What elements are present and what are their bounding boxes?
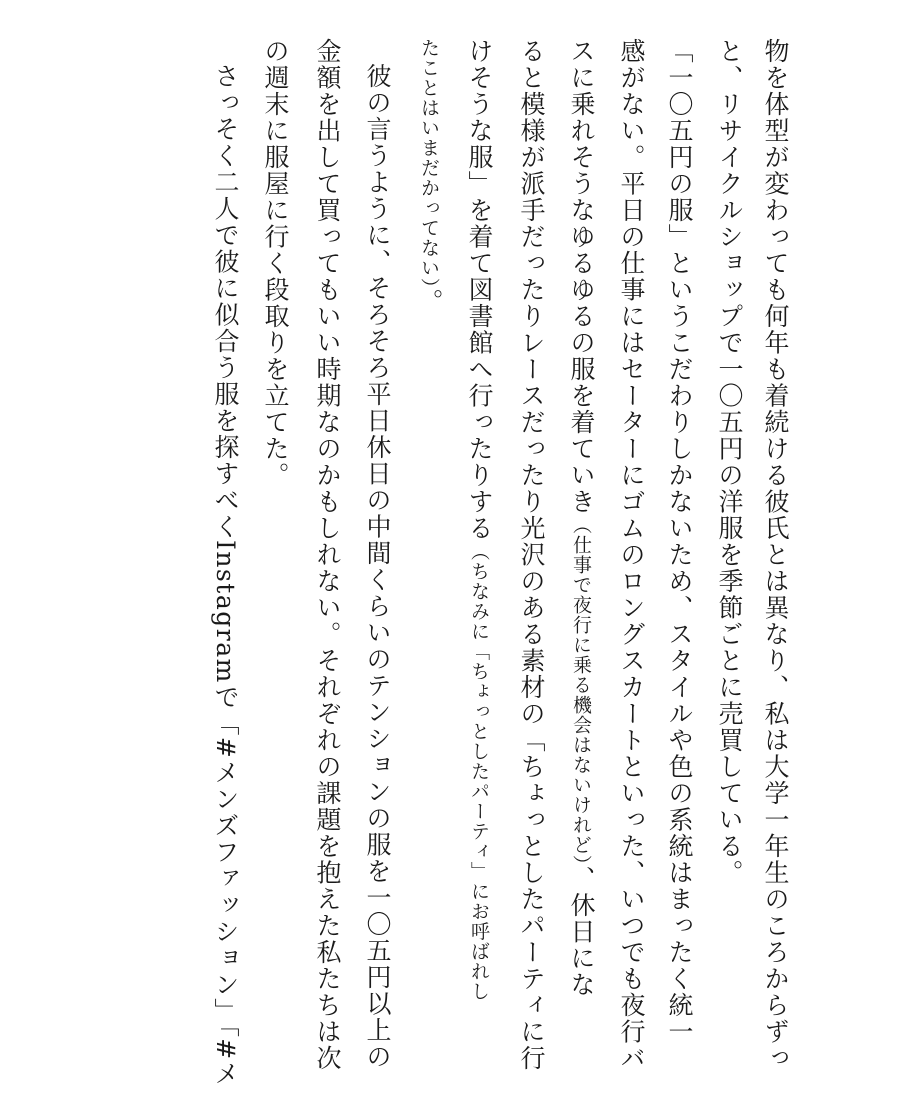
column-text: 「一〇五円の服」というこだわりしかないため、スタイルや色の系統はまったく統一	[665, 38, 694, 1045]
column-text: 感がない。平日の仕事にはセーターにゴムのロングスカートといった、いつでも夜行バ	[617, 38, 646, 1072]
text-column-9-paragraph-start	[360, 38, 394, 1103]
column-text-after: 、休日にな	[567, 865, 596, 998]
column-text: の週末に服屋に行く段取りを立てた。	[261, 38, 290, 489]
text-column-10	[310, 38, 344, 1078]
column-text: ると模様が派手だったりレースだったり光沢のある素材の「ちょっとしたパーティに行	[517, 38, 546, 1072]
column-text: 彼の言うように、そろそろ平日休日の中間くらいのテンションの服を一〇五円以上の	[363, 63, 392, 1070]
column-text-after: 。	[415, 288, 444, 315]
parenthetical-note: （ちなみに「ちょっとしたパーティ」にお呼ばれし	[468, 541, 490, 1002]
column-text: 金額を出して買ってもいい時期なのかもしれない。それぞれの課題を抱えた私たちは次	[313, 38, 342, 1072]
column-text: 物を体型が変わっても何年も着続ける彼氏とは異なり、私は大学一年生のころからずっ	[761, 38, 790, 1072]
text-column-11	[258, 38, 292, 1078]
text-column-12-paragraph-start	[208, 38, 242, 1103]
column-text: と、リサイクルショップで一〇五円の洋服を季節ごとに売買している。	[715, 38, 744, 886]
parenthetical-note: たことはいまだかってない）	[418, 38, 440, 289]
text-column-3	[614, 38, 648, 1078]
text-column-1	[758, 38, 792, 1078]
text-column-4-paragraph-start	[662, 38, 696, 1078]
text-column-7	[462, 38, 496, 1078]
text-column-6	[514, 38, 548, 1078]
column-text: スに乗れそうなゆるゆるの服を着ていき	[567, 38, 596, 515]
column-text: けそうな服」を着て図書館へ行ったりする	[465, 38, 494, 542]
text-column-2	[712, 38, 746, 1078]
text-column-5	[564, 38, 598, 1078]
column-text: さっそく二人で彼に似合う服を探すべくInstagramで「#メンズファッション」「#メ	[211, 63, 240, 1088]
text-column-8	[412, 38, 446, 1078]
parenthetical-note: （仕事で夜行に乗る機会はないけれど）	[570, 515, 592, 866]
